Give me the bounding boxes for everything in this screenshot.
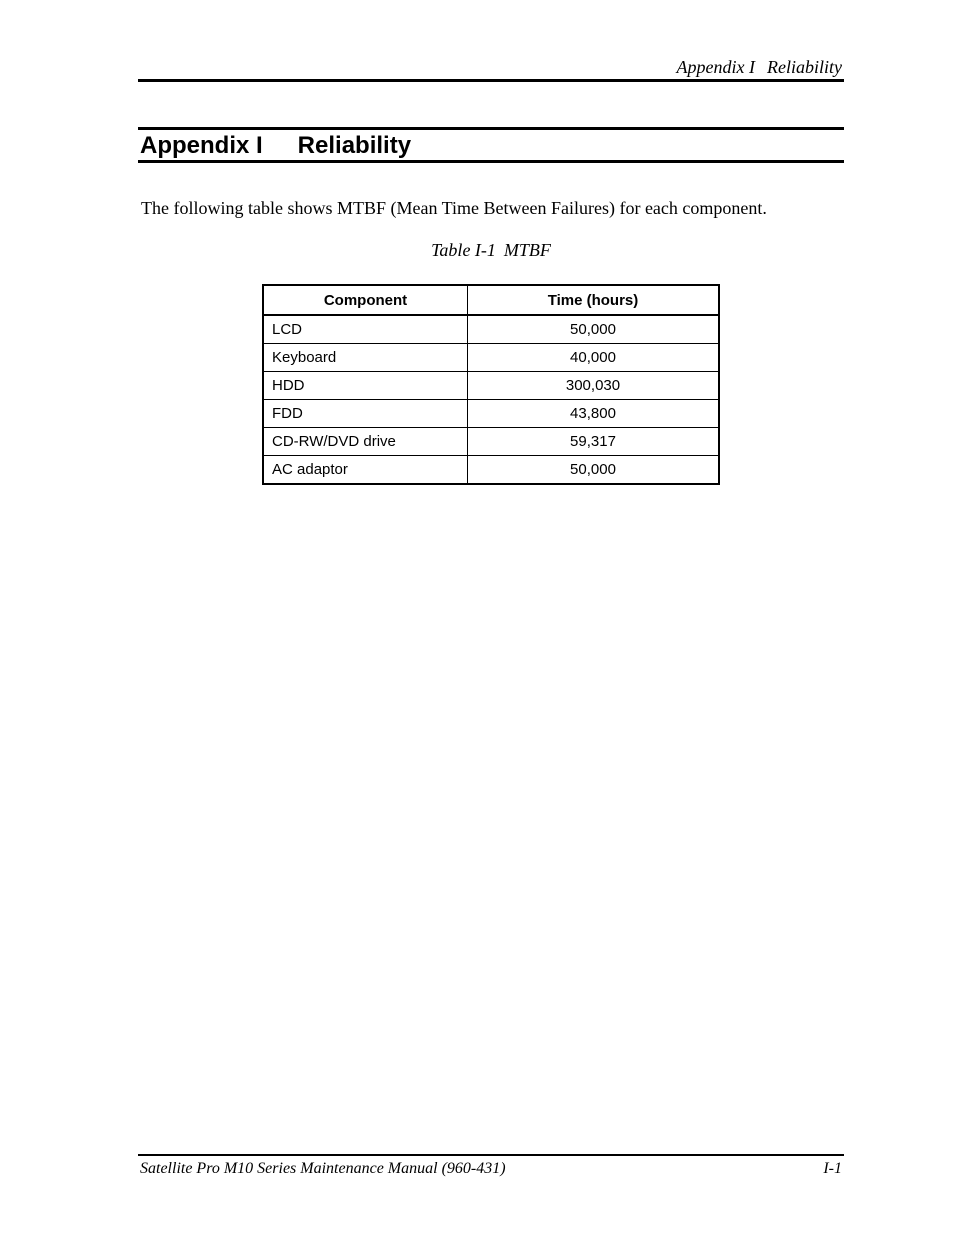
running-header-section: Appendix I <box>676 57 756 77</box>
component-cell: LCD <box>263 315 468 344</box>
table-caption <box>140 239 842 261</box>
component-cell: Keyboard <box>263 344 468 372</box>
table-caption-number: Table I-1 <box>431 240 496 260</box>
table-row <box>263 344 719 372</box>
time-cell: 300,030 <box>468 372 720 400</box>
title-rule-bottom <box>138 160 844 163</box>
page-title <box>140 130 411 161</box>
column-header-time: Time (hours) <box>468 285 720 315</box>
page-title-label: Appendix I <box>140 132 263 159</box>
table-row <box>263 456 719 485</box>
time-cell: 40,000 <box>468 344 720 372</box>
component-cell: CD-RW/DVD drive <box>263 428 468 456</box>
table-caption-text: MTBF <box>503 240 551 260</box>
time-cell: 50,000 <box>468 456 720 485</box>
table-header-row <box>263 285 719 315</box>
footer-rule <box>138 1154 844 1156</box>
running-header-topic: Reliability <box>767 57 842 77</box>
column-header-component: Component <box>263 285 468 315</box>
footer-page-number: I-1 <box>823 1160 842 1177</box>
running-header <box>140 56 842 78</box>
time-cell: 50,000 <box>468 315 720 344</box>
intro-paragraph: The following table shows MTBF (Mean Time Between Failures) for each component. <box>141 198 767 218</box>
header-rule <box>138 79 844 82</box>
time-cell: 43,800 <box>468 400 720 428</box>
time-cell: 59,317 <box>468 428 720 456</box>
table-row <box>263 372 719 400</box>
table-row <box>263 400 719 428</box>
footer-manual-title: Satellite Pro M10 Series Maintenance Manual (960-431) <box>140 1160 506 1177</box>
table-row <box>263 315 719 344</box>
page-title-text: Reliability <box>297 132 412 159</box>
component-cell: HDD <box>263 372 468 400</box>
mtbf-table <box>262 284 720 485</box>
table-row <box>263 428 719 456</box>
component-cell: AC adaptor <box>263 456 468 485</box>
component-cell: FDD <box>263 400 468 428</box>
